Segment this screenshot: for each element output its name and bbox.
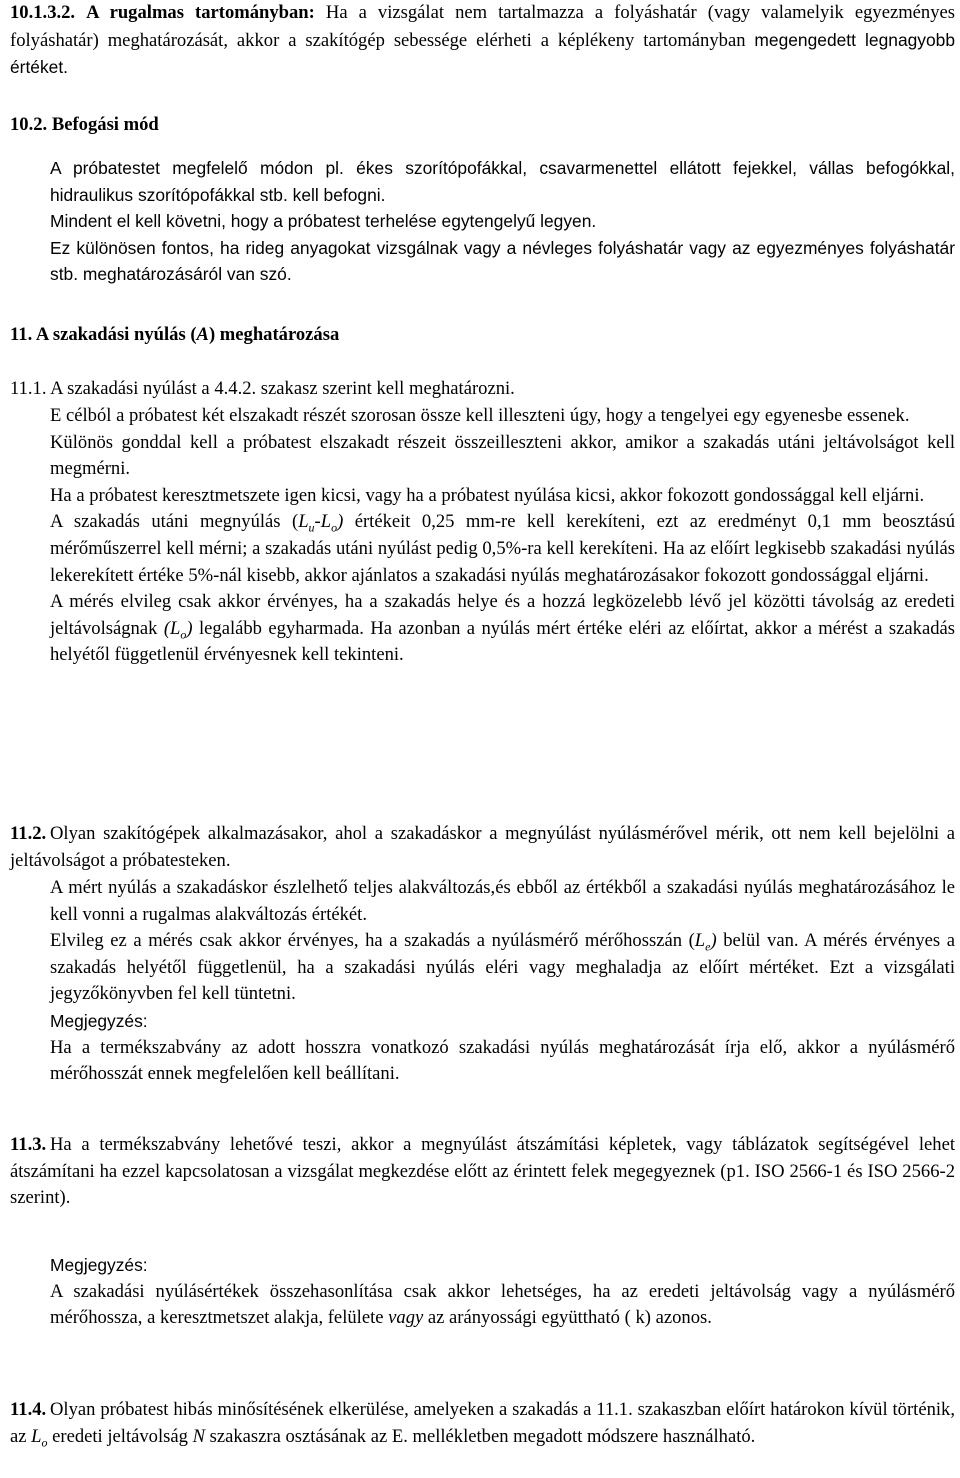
section-11-3-note <box>50 1252 955 1332</box>
paragraph: E célból a próbatest két elszakadt részét szorosan össze kell illeszteni úgy, hogy a tengelyei egy egyenesbe essenek. <box>50 405 910 426</box>
paragraph: 11.3. Ha a termékszabvány lehetővé teszi, akkor a megnyúlást átszámítási képletek, vagy táblázatok segítségével lehet átszámítani ha ezzel kapcsolatosan a vizsgálat megkezdése előtt az érintett felek megegyeznek (p1. ISO 2566-1 és ISO 2566-2 szerint). <box>10 1134 955 1209</box>
paragraph: A szakadás utáni megnyúlás $(L_u-L_o)$ értékeit 0,25 mm-re kell kerekíteni, ezt az eredményt 0,1 mm beosztású mérőműszerrel kell mérni; a szakadás utáni nyúlást pedig 0,5%-ra kell kerekíteni. Ha az előírt legkisebb szakadási nyúlás lekerekített értéke 5%-nál kisebb, akkor ajánlatos a szakadási nyúlás meghatározásakor fokozott gondossággal eljárni. <box>50 511 955 586</box>
paragraph <box>10 0 955 82</box>
section-number: 11.3. <box>10 1134 47 1155</box>
note-label: Megjegyzés: <box>50 1010 148 1031</box>
paragraph: A próbatestet megfelelő módon pl. ékes szorítópofákkal, csavarmenettel ellátott fejekkel, vállas befogókkal, hidraulikus szorítópofákkal stb. kell befogni. <box>50 158 955 205</box>
section-11-4 <box>10 1397 955 1450</box>
section-number: 11.2. <box>10 823 47 844</box>
note-label: Megjegyzés: <box>50 1255 148 1275</box>
paragraph: A mért nyúlás a szakadáskor észlelhető teljes alakváltozás,és ebből az értékből a szakadási nyúlás meghatározásához le kell vonni a rugalmas alakváltozás értékét. <box>50 877 955 925</box>
paragraph: Ez különösen fontos, ha rideg anyagokat vizsgálnak vagy a névleges folyáshatár vagy az egyezményes folyáshatár stb. meghatározásáról van szó. <box>50 237 955 285</box>
note-text: Ha a termékszabvány az adott hosszra vonatkozó szakadási nyúlás meghatározását írja elő, akkor a nyúlásmérő mérőhosszát ennek megfelelően kell beállítani. <box>50 1036 955 1085</box>
variable-A: A <box>196 324 209 345</box>
paragraph-text: Ha a vizsgálat nem tartalmazza a folyáshatár (vagy valamelyik egyezményes folyáshatár) meghatározását, akkor a szakítógép sebessége elérheti a képlékeny tartományban <box>10 2 955 51</box>
section-10-2 <box>10 112 955 139</box>
paragraph: Elvileg ez a mérés csak akkor érvényes, ha a szakadás a nyúlásmérő mérőhosszán $(L_e)$ belül van. A mérés érvényes a szakadás helyétől függetlenül, ha a szakadási nyúlás eléri vagy meghaladja az előírt mértéket. Ezt a vizsgálati jegyzőkönyvben fel kell tüntetni. <box>50 930 955 1005</box>
note-text: A szakadási nyúlásértékek összehasonlítása csak akkor lehetséges, ha az eredeti jeltávolság vagy a nyúlásmérő mérőhossza, a keresztmetszet alakja, felülete vagy az arányossági együttható ( k) azonos. <box>50 1280 955 1329</box>
section-number: 10.1.3.2. <box>10 2 76 23</box>
section-10-1-3-2 <box>10 0 955 82</box>
paragraph: Ha a próbatest keresztmetszete igen kicsi, vagy ha a próbatest nyúlása kicsi, akkor fokozott gondossággal kell eljárni. <box>50 484 925 506</box>
section-number: 11.4. <box>10 1399 47 1420</box>
paragraph: Mindent el kell követni, hogy a próbatest terhelése egytengelyű legyen. <box>50 211 597 232</box>
paragraph: A mérés elvileg csak akkor érvényes, ha a szakadás helye és a hozzá legközelebb lévő jel közötti távolság az eredeti jeltávolságnak $(L_o)$ legalább egyharmada. Ha azonban a nyúlás mért értéke eléri az előírtat, akkor a mérést a szakadás helyétől függetlenül érvényesnek kell tekinteni. <box>50 591 956 666</box>
paragraph-text-sans: megengedett legnagyobb értéket. <box>10 29 955 78</box>
paragraph: Különös gonddal kell a próbatest elszakadt részeit összeilleszteni akkor, amikor a szakadás utáni jeltávolságot kell megmérni. <box>50 431 955 480</box>
section-11-3 <box>10 1132 955 1212</box>
section-title: A rugalmas tartományban: <box>86 2 315 23</box>
section-11-1 <box>10 376 955 403</box>
section-heading: 11. A szakadási nyúlás (A) meghatározása <box>10 324 340 345</box>
paragraph: 11.4. Olyan próbatest hibás minősítésének elkerülése, amelyeken a szakadás a 11.1. szakaszban előírt határokon kívül történik, az $L_o$ eredeti jeltávolság N szakaszra osztásának az E. mellékletben megadott módszere használható. <box>10 1399 955 1450</box>
section-heading: 10.2. Befogási mód <box>10 114 159 135</box>
section-line: 11.1. A szakadási nyúlást a 4.4.2. szakasz szerint kell meghatározni. <box>10 378 515 399</box>
section-11-heading <box>10 322 955 349</box>
section-10-2-body <box>50 155 955 288</box>
section-11-1-body <box>50 403 955 669</box>
section-11-2 <box>10 821 955 874</box>
paragraph: 11.2. Olyan szakítógépek alkalmazásakor, ahol a szakadáskor a megnyúlást nyúlásmérővel mérik, ott nem kell bejelölni a jeltávolságot a próbatesteken. <box>10 823 955 871</box>
section-11-2-body <box>50 875 955 1088</box>
